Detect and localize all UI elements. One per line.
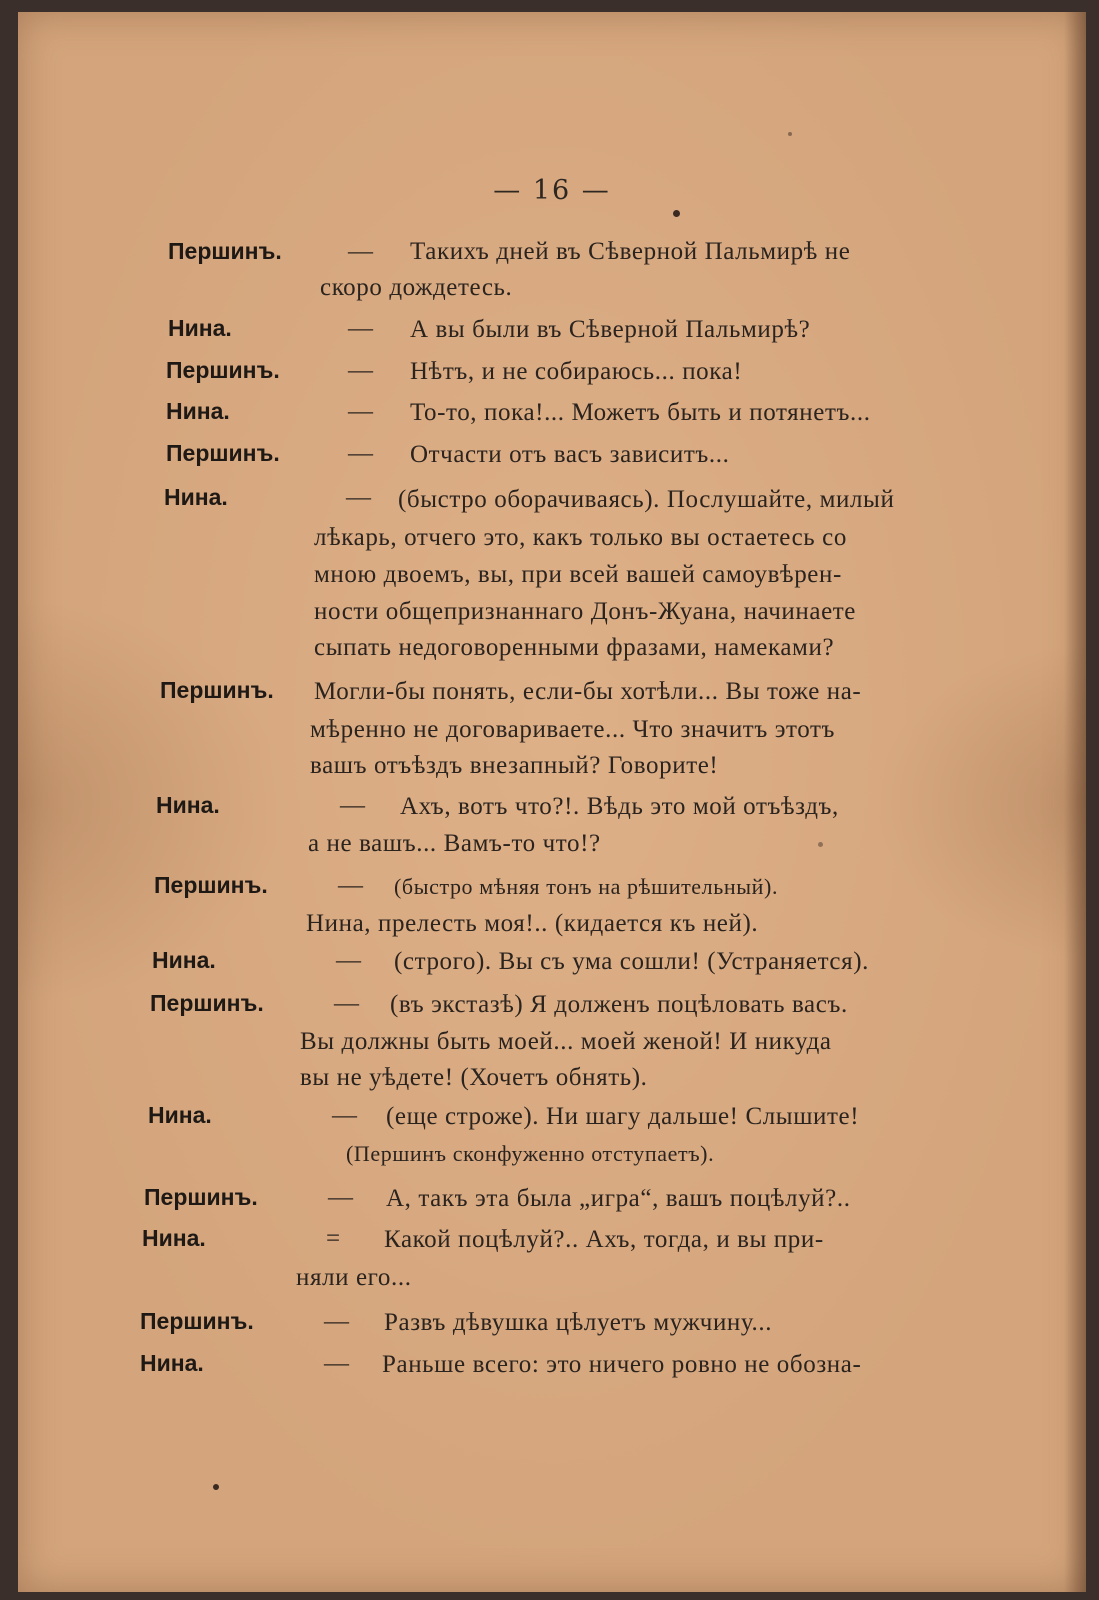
- speaker-name: Першинъ.: [166, 357, 280, 383]
- speaker-name: Нина.: [152, 947, 216, 973]
- dialogue-dash: —: [348, 440, 373, 467]
- speaker-name: Першинъ.: [154, 872, 268, 898]
- dialogue-line: Нѣтъ, и не собираюсь... пока!: [410, 358, 743, 385]
- dialogue-line: а не вашъ... Вамъ-то что!?: [308, 830, 601, 857]
- dialogue-line: А, такъ эта была „игра“, вашъ поцѣлуй?..: [386, 1185, 851, 1212]
- dialogue-dash: —: [348, 357, 373, 384]
- dialogue-line: (строго). Вы съ ума сошли! (Устраняется).: [394, 948, 869, 975]
- speaker-name: Першинъ.: [150, 990, 264, 1016]
- dialogue-line: скоро дождетесь.: [320, 274, 513, 301]
- dialogue-line: А вы были въ Сѣверной Пальмирѣ?: [410, 316, 811, 343]
- paper-speck: [818, 842, 823, 847]
- dialogue-line: (въ экстазѣ) Я долженъ поцѣловать васъ.: [390, 991, 848, 1018]
- dialogue-line: вашъ отъѣздъ внезапный? Говорите!: [310, 752, 719, 779]
- dialogue-line: Раньше всего: это ничего ровно не обозна-: [382, 1351, 862, 1378]
- dialogue-dash: —: [332, 1102, 357, 1129]
- dialogue-dash: —: [328, 1184, 353, 1211]
- dialogue-line: То-то, пока!... Можетъ быть и потянетъ...: [410, 399, 871, 426]
- dialogue-line: (быстро оборачиваясь). Послушайте, милый: [398, 486, 895, 513]
- dialogue-line: Развъ дѣвушка цѣлуетъ мужчину...: [384, 1309, 773, 1336]
- dialogue-line: Отчасти отъ васъ зависитъ...: [410, 441, 730, 468]
- dialogue-dash: —: [334, 990, 359, 1017]
- dialogue-dash: —: [348, 238, 373, 265]
- speaker-name: Першинъ.: [168, 238, 282, 264]
- speaker-name: Нина.: [140, 1350, 204, 1376]
- speaker-name: Першинъ.: [166, 440, 280, 466]
- speaker-name: Нина.: [168, 315, 232, 341]
- dialogue-line: мною двоемъ, вы, при всей вашей самоувѣрен-: [314, 561, 842, 588]
- dialogue-line: Нина, прелесть моя!.. (кидается къ ней).: [306, 910, 759, 937]
- dialogue-dash: —: [338, 872, 363, 899]
- speaker-name: Нина.: [156, 792, 220, 818]
- dialogue-dash: —: [340, 792, 365, 819]
- dialogue-dash: —: [324, 1308, 349, 1335]
- dialogue-line: (Першинъ сконфуженно отступаетъ).: [346, 1141, 715, 1166]
- dialogue-line: Какой поцѣлуй?.. Ахъ, тогда, и вы при-: [384, 1226, 824, 1253]
- dialogue-dash: —: [348, 315, 373, 342]
- speaker-name: Нина.: [148, 1102, 212, 1128]
- paper-speck: [213, 1484, 219, 1490]
- dialogue-line: Такихъ дней въ Сѣверной Пальмирѣ не: [410, 238, 851, 265]
- dialogue-line: сыпать недоговоренными фразами, намеками?: [314, 634, 835, 661]
- book-page: [18, 12, 1086, 1592]
- dialogue-dash: =: [326, 1225, 341, 1252]
- dialogue-line: мѣренно не договариваете... Что значитъ этотъ: [310, 716, 836, 743]
- dialogue-line: Ахъ, вотъ что?!. Вѣдь это мой отъѣздъ,: [400, 793, 839, 820]
- dialogue-dash: —: [348, 398, 373, 425]
- speaker-name: Нина.: [142, 1225, 206, 1251]
- dialogue-line: (быстро мѣняя тонъ на рѣшительный).: [394, 874, 779, 899]
- page-edge-shadow: [1064, 12, 1086, 1592]
- dialogue-line: Могли-бы понять, если-бы хотѣли... Вы тоже на-: [314, 678, 862, 705]
- page-number: — 16 —: [493, 175, 611, 206]
- speaker-name: Нина.: [164, 484, 228, 510]
- speaker-name: Нина.: [166, 398, 230, 424]
- dialogue-line: лѣкарь, отчего это, какъ только вы остаетесь со: [314, 524, 847, 551]
- paper-speck: [788, 132, 792, 136]
- dialogue-line: (еще строже). Ни шагу дальше! Слышите!: [386, 1103, 860, 1130]
- dialogue-line: вы не уѣдете! (Хочетъ обнять).: [300, 1064, 648, 1091]
- dialogue-dash: —: [324, 1350, 349, 1377]
- paper-speck: [673, 210, 680, 217]
- speaker-name: Першинъ.: [140, 1308, 254, 1334]
- dialogue-line: няли его...: [296, 1264, 412, 1291]
- dialogue-dash: —: [336, 947, 361, 974]
- dialogue-dash: —: [346, 484, 371, 511]
- speaker-name: Першинъ.: [144, 1184, 258, 1210]
- dialogue-line: ности общепризнаннаго Донъ-Жуана, начинаете: [314, 598, 856, 625]
- speaker-name: Першинъ.: [160, 677, 274, 703]
- dialogue-line: Вы должны быть моей... моей женой! И никуда: [300, 1028, 832, 1055]
